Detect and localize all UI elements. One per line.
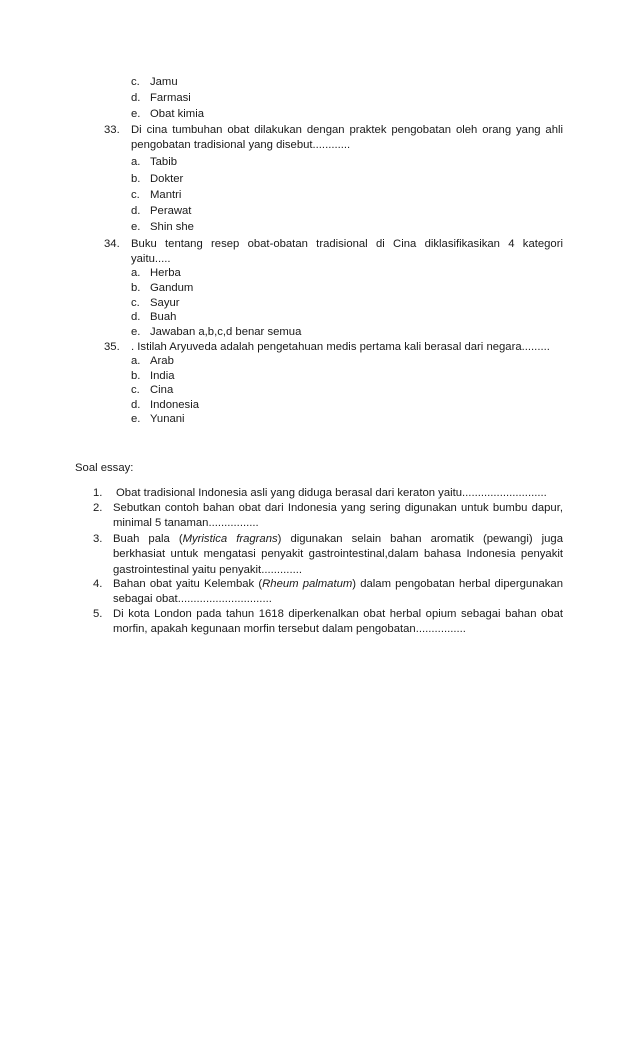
essay-2-line-2: minimal 5 tanaman................ bbox=[113, 517, 259, 530]
question-35-line-1: . Istilah Aryuveda adalah pengetahuan medis pertama kali berasal dari negara......... bbox=[131, 341, 550, 353]
essay-heading: Soal essay: bbox=[75, 462, 134, 474]
essay-5-line-2: morfin, apakah kegunaan morfin tersebut dalam pengobatan................ bbox=[113, 623, 466, 636]
essay-4-species-name: Rheum palmatum bbox=[262, 578, 353, 590]
question-35-number: 35. bbox=[104, 341, 120, 353]
essay-2-line-1: Sebutkan contoh bahan obat dari Indonesia yang sering digunakan untuk bumbu dapur, bbox=[113, 502, 563, 514]
essay-4-line-1: Bahan obat yaitu Kelembak (Rheum palmatum) dalam pengobatan herbal dipergunakan bbox=[113, 578, 563, 590]
essay-5-line-1: Di kota London pada tahun 1618 diperkenalkan obat herbal opium sebagai bahan obat bbox=[113, 608, 563, 620]
question-33-line-1: Di cina tumbuhan obat dilakukan dengan praktek pengobatan oleh orang yang ahli bbox=[131, 124, 563, 136]
essay-2-text bbox=[113, 501, 563, 532]
question-33-line-2: pengobatan tradisional yang disebut............ bbox=[131, 139, 351, 152]
question-34-line-1: Buku tentang resep obat-obatan tradisional di Cina diklasifikasikan 4 kategori bbox=[131, 238, 563, 250]
essay-3-line-2: berkhasiat untuk mengatasi penyakit gastrointestinal,dalam bahasa Indonesia penyakit bbox=[113, 548, 563, 561]
question-34-text bbox=[131, 237, 563, 268]
essay-3-number: 3. bbox=[93, 533, 103, 545]
essay-3-line-3: gastrointestinal yaitu penyakit............. bbox=[113, 563, 303, 576]
question-35-text bbox=[131, 340, 563, 355]
question-33-number: 33. bbox=[104, 124, 120, 136]
essay-3-text bbox=[113, 532, 563, 578]
document-page: c. Jamu d. Farmasi e. Obat kimia 33. Di cina tumbuhan obat dilakukan dengan praktek pengobatan oleh orang yang ahli pengobatan tradisional yang disebut............ a. Tabib b. Dokter c. Mantri d. Perawat e. Shin she 34. Buku tentang resep obat-obatan tradisional di Cina diklasifikasikan 4 kategori yaitu..... a. Herba b. Gandum c. Sayur d. Buah e. Jawaban a,b,c,d benar semua 35. . Istilah Aryuveda adalah pengetahuan medis pertama kali berasal dari negara......... a. Arab b. India c. Cina d. Indonesia e. Yunani Soal essay: 1. Obat tradisional Indonesia asli yang diduga berasal dari keraton yaitu........................... 2. Sebutkan contoh bahan obat dari Indonesia yang sering digunakan untuk bumbu dapur, minimal 5 tanaman................ 3. Buah pala (Myristica fragrans) digunakan selain bahan aromatik (pewangi) juga berkhasiat untuk mengatasi penyakit gastrointestinal,dalam bahasa Indonesia penyakit gastrointestinal yaitu penyakit............. 4. Bahan obat yaitu Kelembak (Rheum palmatum) dalam pengobatan herbal dipergunakan sebagai obat.............................. 5. Di kota London pada tahun 1618 diperkenalkan obat herbal opium sebagai bahan obat morfin, apakah kegunaan morfin tersebut dalam pengobatan................ bbox=[0, 0, 638, 1051]
essay-3-line-1: Buah pala (Myristica fragrans) digunakan selain bahan aromatik (pewangi) juga bbox=[113, 533, 564, 545]
essay-4-number: 4. bbox=[93, 578, 103, 590]
essay-1-number: 1. bbox=[93, 487, 103, 499]
essay-5-number: 5. bbox=[93, 608, 103, 620]
question-33-text bbox=[131, 123, 563, 154]
question-34-line-2: yaitu..... bbox=[131, 253, 171, 266]
essay-4-text bbox=[113, 577, 563, 608]
essay-3-species-name: Myristica fragrans bbox=[182, 533, 278, 545]
essay-4-line-2: sebagai obat.............................. bbox=[113, 593, 272, 606]
essay-2-number: 2. bbox=[93, 502, 103, 514]
question-34-number: 34. bbox=[104, 238, 120, 250]
essay-1-line-1: Obat tradisional Indonesia asli yang diduga berasal dari keraton yaitu........................... bbox=[116, 487, 547, 499]
essay-5-text bbox=[113, 607, 563, 638]
essay-1-text bbox=[113, 486, 563, 501]
